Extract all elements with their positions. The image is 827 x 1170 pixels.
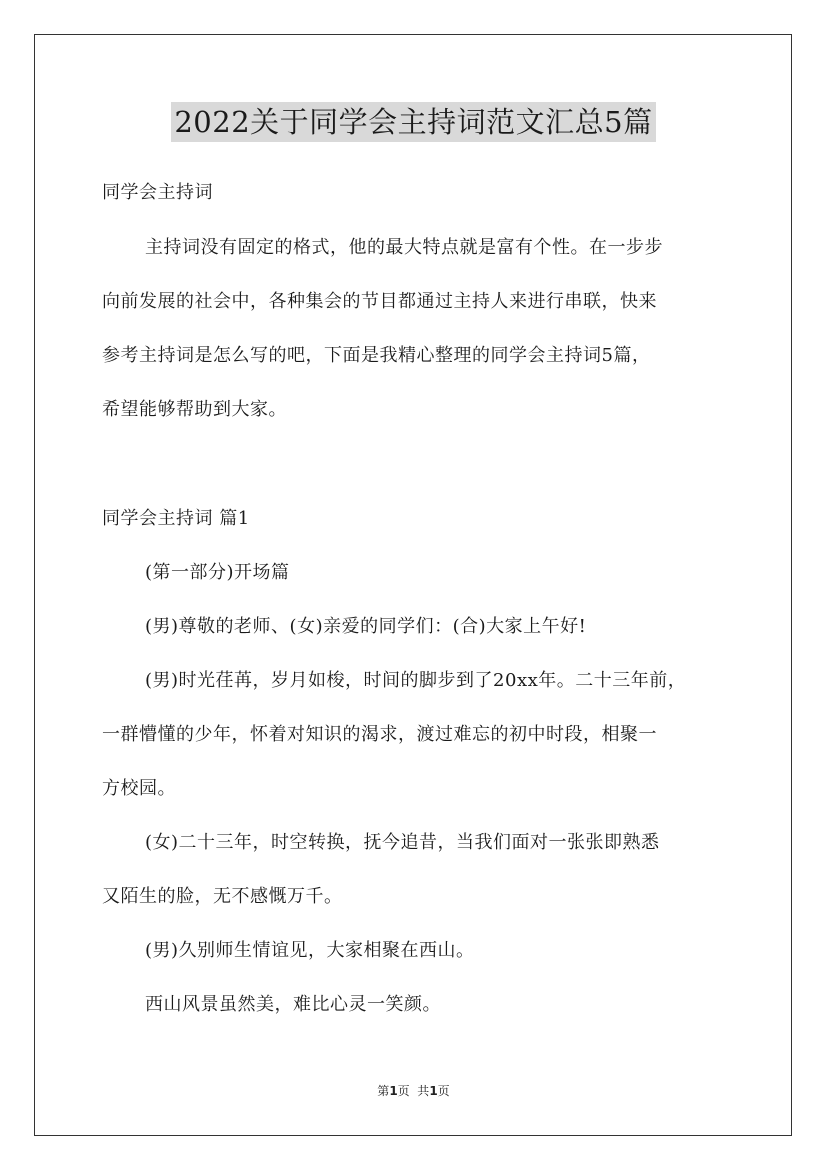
male-para-1-line-1: (男)时光荏苒，岁月如梭，时间的脚步到了20xx年。二十三年前， <box>145 670 687 691</box>
male-para-1-line-3: 方校园。 <box>102 778 176 799</box>
footer-page-suffix: 页 <box>437 1084 450 1098</box>
female-para-1-line-1: (女)二十三年，时空转换，抚今追昔，当我们面对一张张即熟悉 <box>145 832 660 853</box>
intro-line-1: 主持词没有固定的格式，他的最大特点就是富有个性。在一步步 <box>145 237 663 258</box>
intro-line-2: 向前发展的社会中，各种集会的节目都通过主持人来进行串联，快来 <box>102 291 657 312</box>
female-para-1-line-2: 又陌生的脸，无不感慨万千。 <box>102 886 343 907</box>
verse-line: 西山风景虽然美，难比心灵一笑颜。 <box>145 994 441 1015</box>
intro-line-4: 希望能够帮助到大家。 <box>102 399 287 420</box>
footer-page-mid: 页 共 <box>397 1084 430 1098</box>
section-heading: 同学会主持词 <box>102 182 213 203</box>
footer-page-prefix: 第 <box>377 1084 390 1098</box>
document-title: 2022关于同学会主持词范文汇总5篇 <box>171 102 655 142</box>
part-title: (第一部分)开场篇 <box>145 562 290 583</box>
male-para-1-line-2: 一群懵懂的少年，怀着对知识的渴求，渡过难忘的初中时段，相聚一 <box>102 724 657 745</box>
greeting-line: (男)尊敬的老师、(女)亲爱的同学们：(合)大家上午好! <box>145 616 587 637</box>
footer-page-current: 1 <box>389 1084 398 1098</box>
male-para-2: (男)久别师生情谊见，大家相聚在西山。 <box>145 940 475 961</box>
title-container <box>0 102 827 142</box>
intro-line-3: 参考主持词是怎么写的吧，下面是我精心整理的同学会主持词5篇， <box>102 345 651 366</box>
page-footer <box>0 1083 827 1099</box>
article-heading: 同学会主持词 篇1 <box>102 508 250 529</box>
footer-page-total: 1 <box>429 1084 438 1098</box>
